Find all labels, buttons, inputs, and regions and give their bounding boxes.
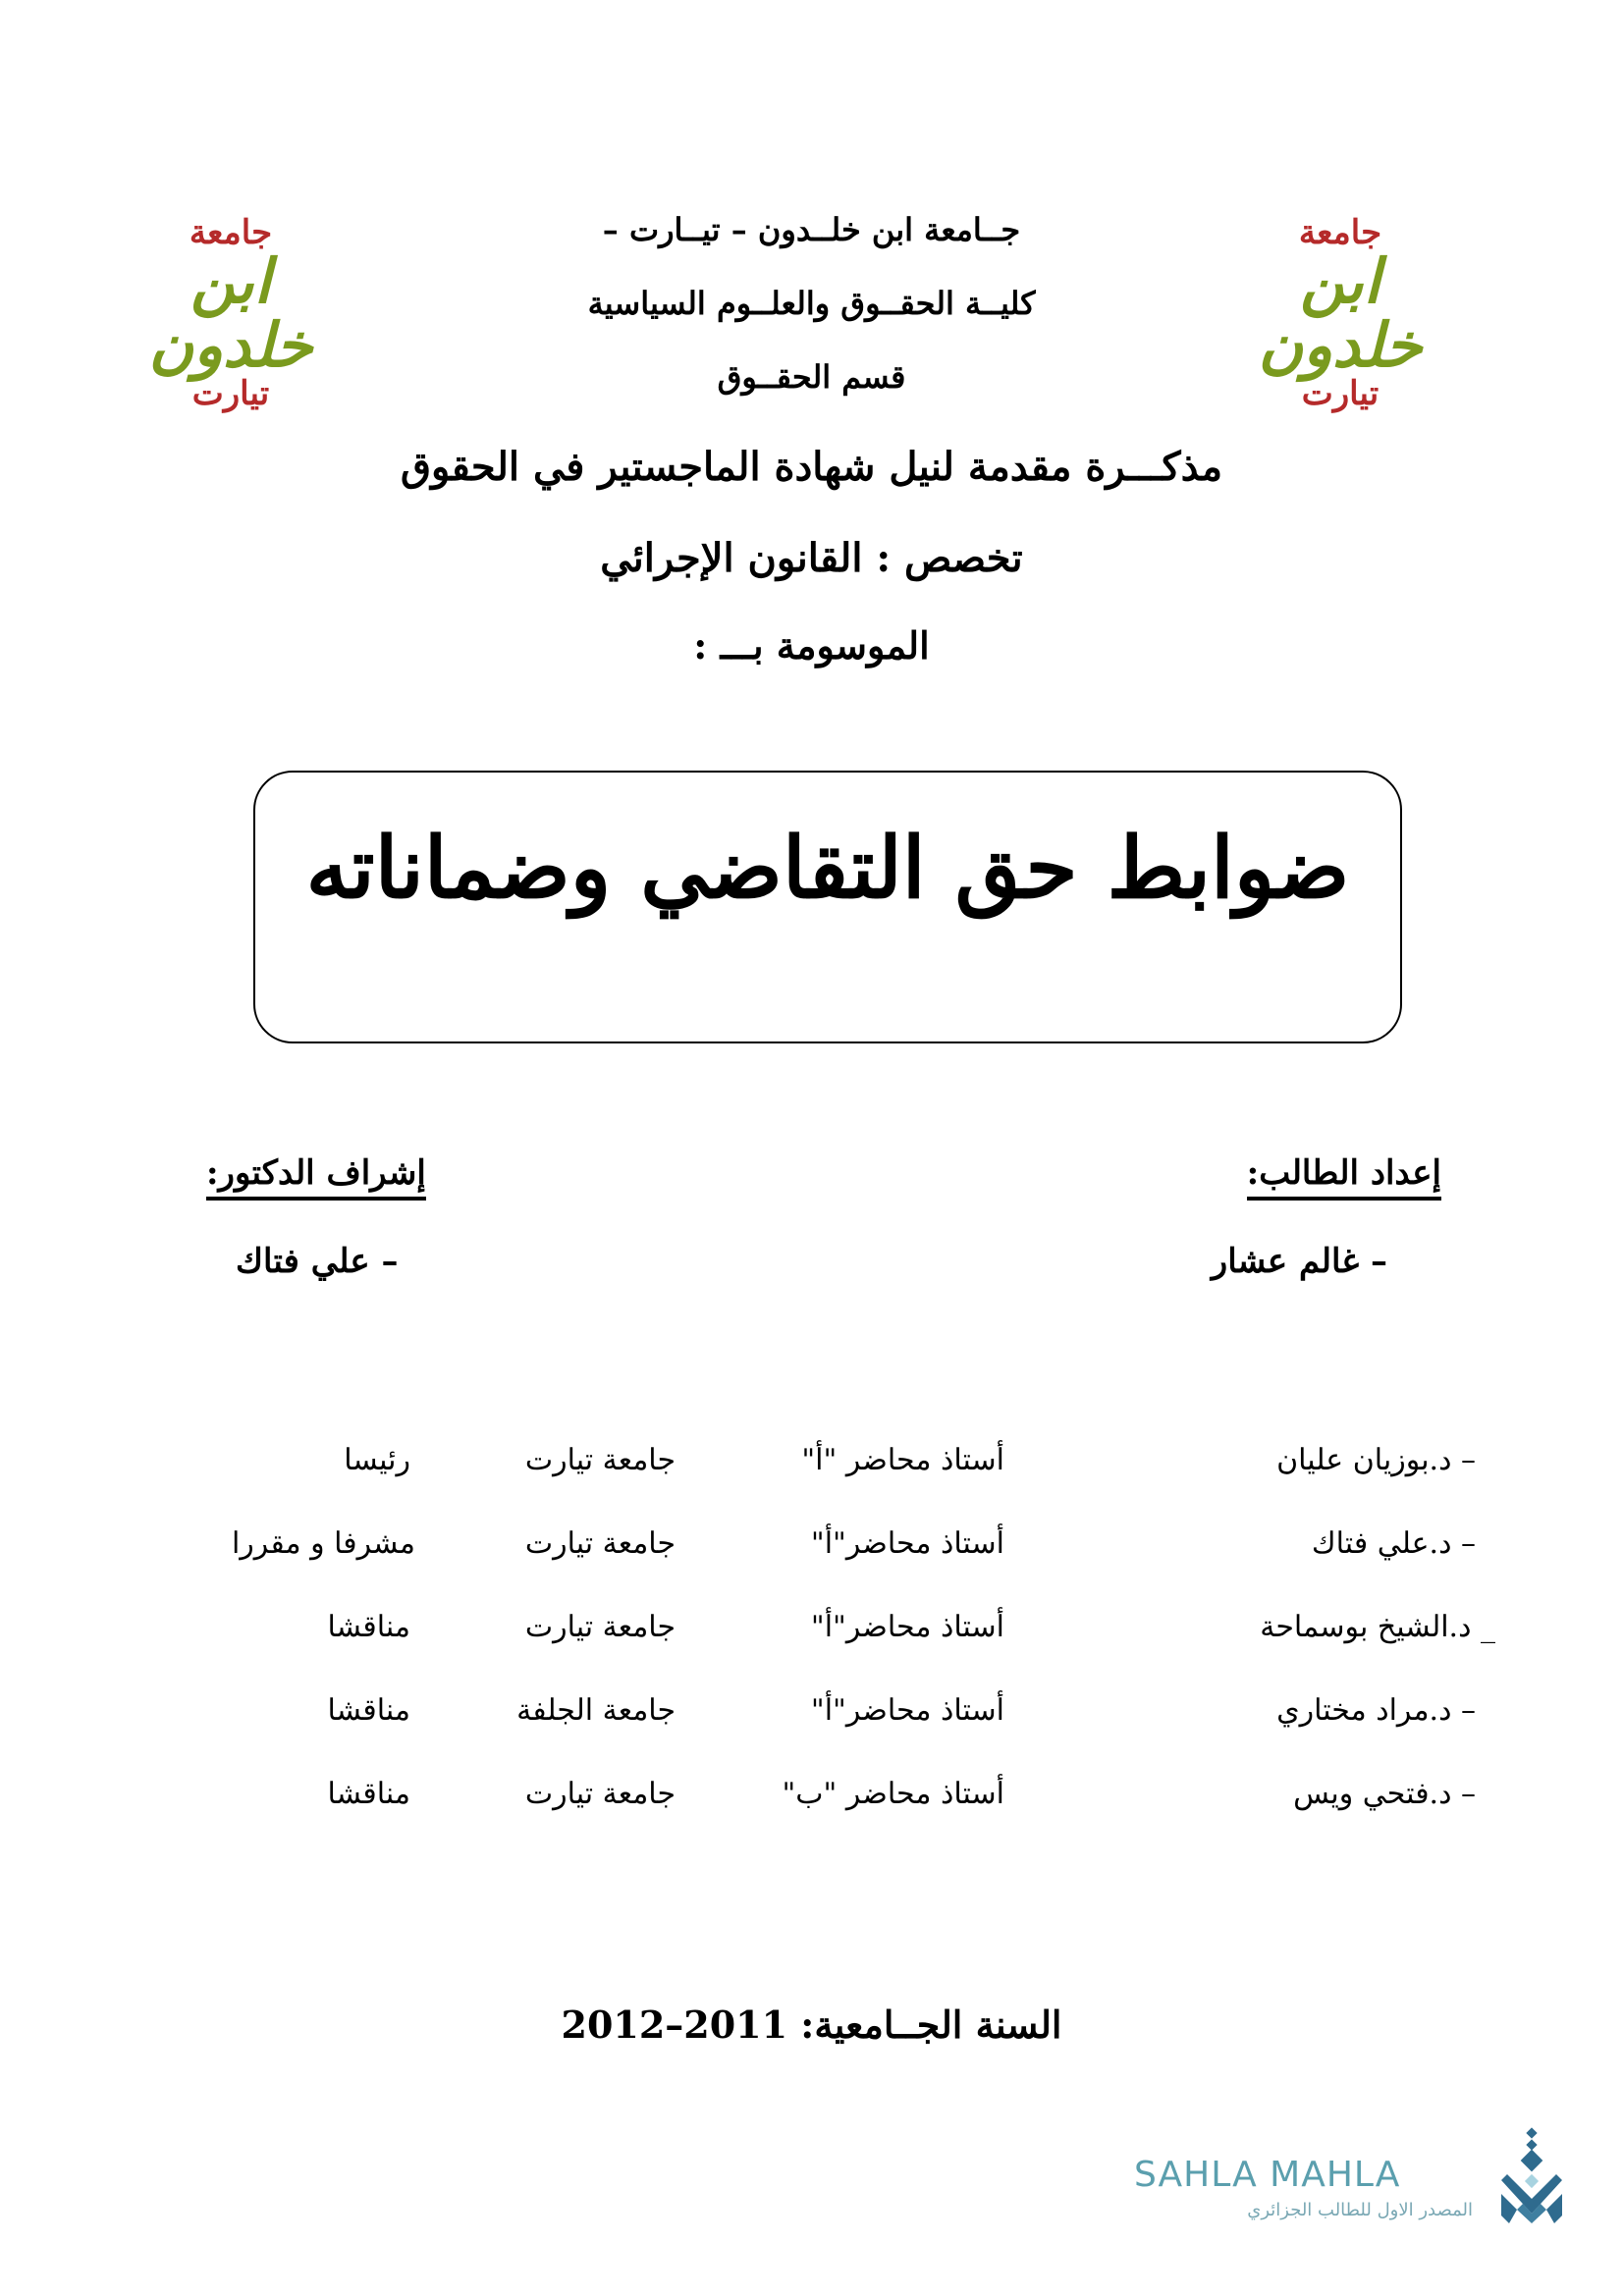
watermark-tagline: المصدر الاول للطالب الجزائري [1247, 2200, 1473, 2220]
logo-word-tiaret: تيارت [191, 374, 270, 414]
jury-rank: أستاذ محاضر"أ" [810, 1610, 1004, 1644]
jury-rank: أستاذ محاضر "أ" [801, 1443, 1004, 1477]
jury-rank: أستاذ محاضر"أ" [810, 1693, 1004, 1728]
thesis-title-box [253, 771, 1402, 1043]
jury-role: مناقشا [327, 1610, 410, 1644]
sahla-emblem-icon [1497, 2125, 1566, 2233]
department-name: قسم الحقــوق [717, 358, 906, 396]
logo-word-university: جامعة [1298, 213, 1382, 252]
specialization: تخصص : القانون الإجرائي [600, 535, 1023, 581]
logo-word-ibn-khaldoun: ابن خلدون [1258, 245, 1423, 382]
academic-year: السنة الجــامعية: 2011–2012 [561, 2002, 1062, 2047]
university-name: جــامعة ابن خلــدون – تيــارت – [602, 211, 1021, 248]
jury-name: – د.فتحي ويس [1293, 1777, 1476, 1811]
jury-row [0, 1526, 1623, 1585]
jury-university: جامعة تيارت [524, 1526, 676, 1561]
supervisor-label: إشراف الدكتور: [206, 1153, 426, 1201]
jury-university: جامعة الجلفة [516, 1693, 676, 1728]
logo-word-university: جامعة [189, 213, 273, 252]
logo-word-tiaret: تيارت [1301, 374, 1380, 414]
titled-label: الموسومة بـــ : [693, 623, 930, 667]
jury-row [0, 1693, 1623, 1752]
jury-row [0, 1610, 1623, 1669]
jury-rank: أستاذ محاضر "ب" [782, 1777, 1004, 1811]
watermark-brand: SAHLA MAHLA [1134, 2155, 1401, 2195]
jury-name: – د.بوزيان عليان [1276, 1443, 1476, 1477]
jury-university: جامعة تيارت [524, 1610, 676, 1644]
jury-row [0, 1777, 1623, 1836]
student-label: إعداد الطالب: [1247, 1153, 1441, 1201]
supervisor-name: – علي فتاك [236, 1242, 399, 1281]
thesis-title: ضوابط حق التقاضي وضماناته [305, 819, 1350, 918]
jury-university: جامعة تيارت [524, 1777, 676, 1811]
logo-word-ibn-khaldoun: ابن خلدون [148, 245, 313, 382]
jury-name: – د.مراد مختاري [1276, 1693, 1476, 1728]
jury-name: _ د.الشيخ بوسماحة [1260, 1610, 1495, 1644]
jury-row [0, 1443, 1623, 1502]
jury-role: مشرفا و مقررا [231, 1526, 415, 1561]
jury-role: مناقشا [327, 1693, 410, 1728]
faculty-name: كليــة الحقــوق والعلــوم السياسية [587, 285, 1036, 322]
sahla-mahla-watermark [1134, 2125, 1576, 2233]
jury-rank: أستاذ محاضر"أ" [810, 1526, 1004, 1561]
jury-name: – د.علي فتاك [1311, 1526, 1476, 1561]
student-name: – غالم عشار [1211, 1242, 1387, 1281]
jury-role: رئيسا [344, 1443, 410, 1477]
jury-university: جامعة تيارت [524, 1443, 676, 1477]
thesis-type: مذكـــرة مقدمة لنيل شهادة الماجستير في الحقوق [400, 444, 1222, 490]
jury-role: مناقشا [327, 1777, 410, 1811]
